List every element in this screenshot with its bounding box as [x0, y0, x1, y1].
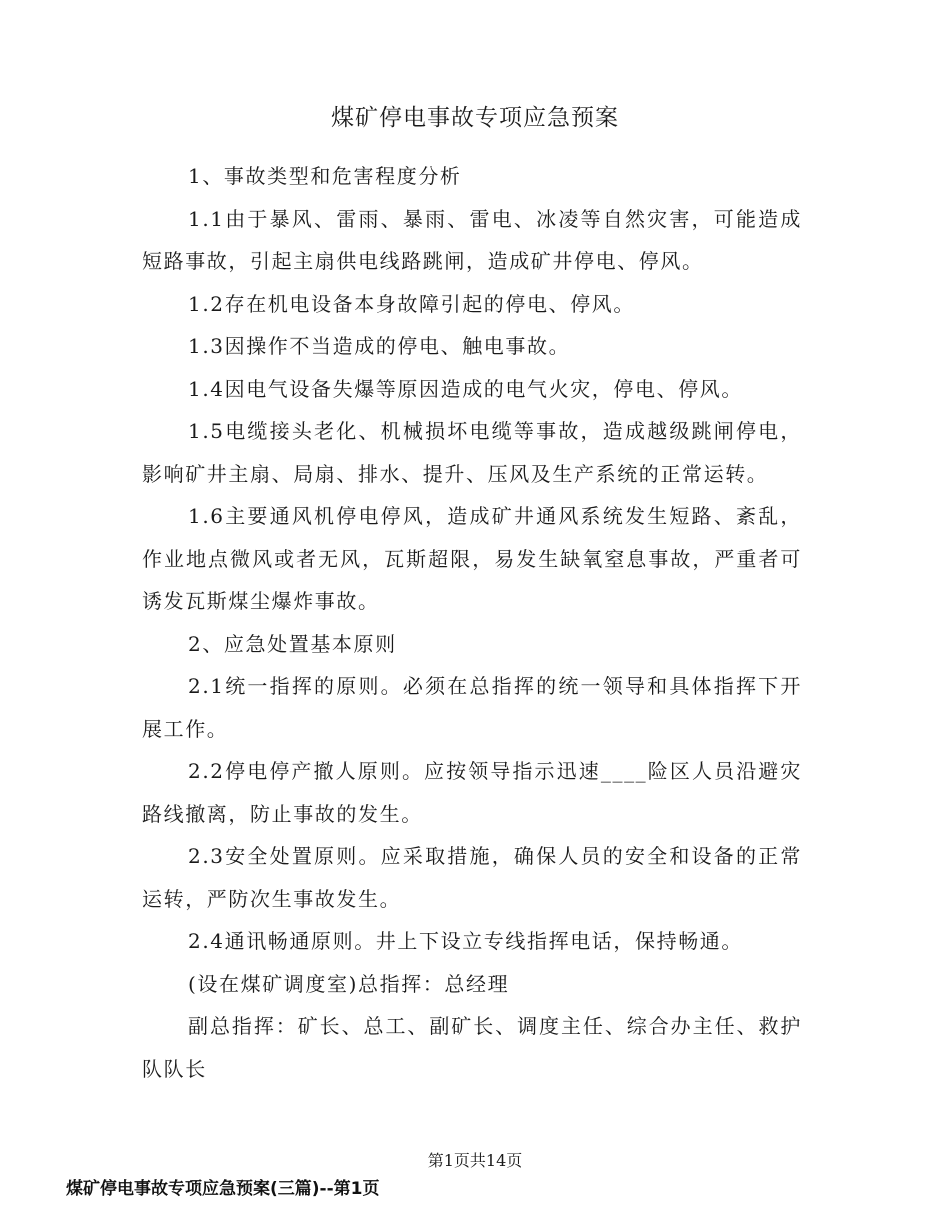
paragraph-1-4: 1.4因电气设备失爆等原因造成的电气火灾，停电、停风。: [188, 376, 744, 401]
document-body: [142, 155, 802, 1090]
paragraph-2-4: 2.4通讯畅通原则。井上下设立专线指挥电话，保持畅通。: [188, 929, 744, 953]
paragraph-1-3: 1.3因操作不当造成的停电、触电事故。: [188, 334, 571, 358]
paragraph-1-2: 1.2存在机电设备本身故障引起的停电、停风。: [188, 291, 636, 316]
paragraph-1-5: 1.5电缆接头老化、机械损坏电缆等事故，造成越级跳闸停电，影响矿井主扇、局扇、排水、提升、压风及生产系统的正常运转。: [142, 419, 802, 486]
paragraph-1-1: 1.1由于暴风、雷雨、暴雨、雷电、冰凌等自然灾害，可能造成短路事故，引起主扇供电线路跳闸，造成矿井停电、停风。: [142, 206, 802, 273]
section-heading-1: 1、事故类型和危害程度分析: [188, 164, 462, 188]
paragraph-2-3: 2.3安全处置原则。应采取措施，确保人员的安全和设备的正常运转，严防次生事故发生。: [142, 844, 802, 911]
page-number: 第1页共14页: [427, 1151, 523, 1170]
footer-caption: 煤矿停电事故专项应急预案(三篇)--第1页: [66, 1179, 380, 1199]
section-heading-2: 2、应急处置基本原则: [188, 631, 397, 656]
deputy-commander-line: 副总指挥：矿长、总工、副矿长、调度主任、综合办主任、救护队队长: [142, 1014, 802, 1081]
paragraph-2-2: 2.2停电停产撤人原则。应按领导指示迅速____险区人员沿避灾路线撤离，防止事故的发生。: [142, 759, 802, 826]
paragraph-1-6: 1.6主要通风机停电停风，造成矿井通风系统发生短路、紊乱，作业地点微风或者无风，瓦斯超限，易发生缺氧窒息事故，严重者可诱发瓦斯煤尘爆炸事故。: [142, 504, 802, 613]
commander-line: (设在煤矿调度室)总指挥：总经理: [188, 971, 510, 996]
document-title: 煤矿停电事故专项应急预案: [331, 105, 619, 131]
paragraph-2-1: 2.1统一指挥的原则。必须在总指挥的统一领导和具体指挥下开展工作。: [142, 674, 802, 741]
